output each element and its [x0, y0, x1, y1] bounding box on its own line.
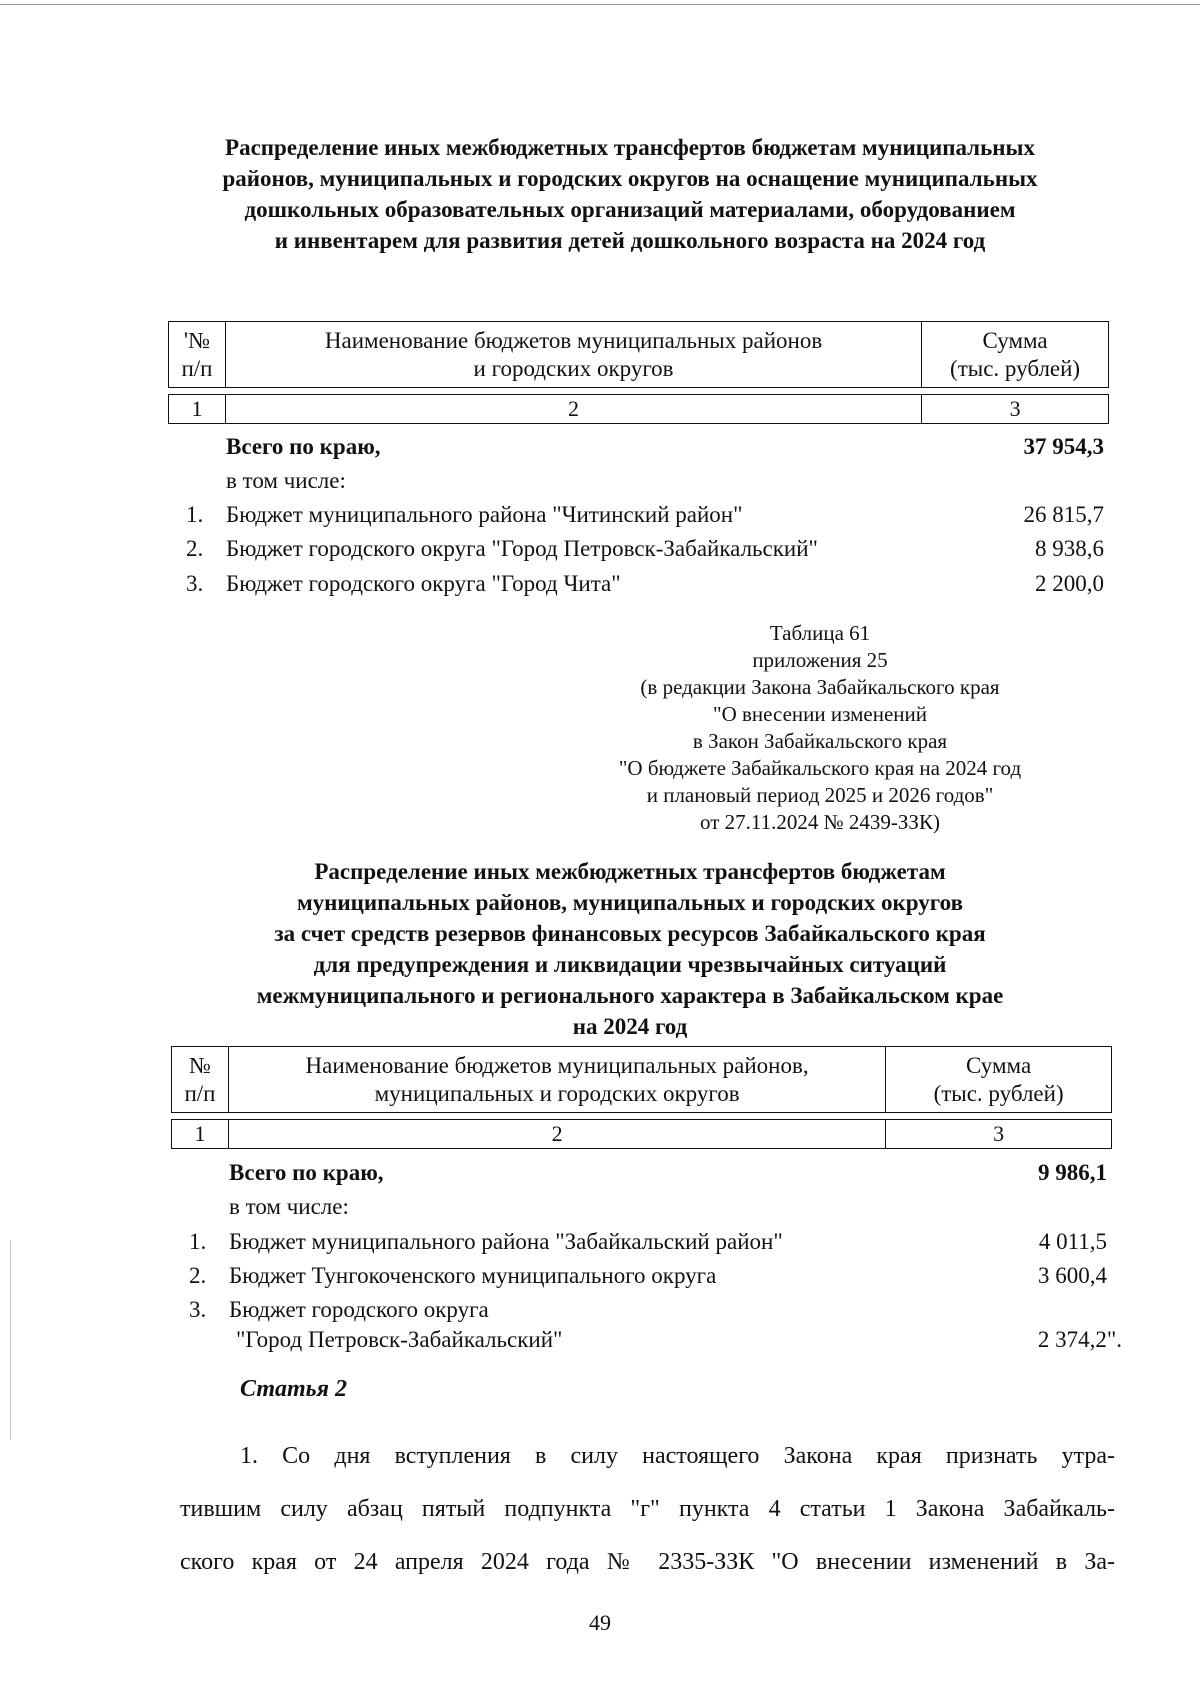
- para-line: тившим силу абзац пятый подпункта "г" пункта 4 статьи 1 Закона Забайкаль-: [180, 1496, 1115, 1522]
- table61-index-row: [171, 1119, 1112, 1149]
- index-cell: 2: [228, 1120, 885, 1149]
- header-cell-sum: [922, 322, 1109, 388]
- index-cell: 1: [169, 395, 226, 424]
- total-label: Всего по краю,: [229, 1160, 384, 1185]
- title-line: за счет средств резервов финансовых ресурсов Забайкальского края: [274, 921, 986, 946]
- row-value: 8 938,6: [1035, 536, 1104, 561]
- note-line: "О внесении изменений: [713, 702, 927, 726]
- index-cell: 3: [886, 1120, 1112, 1149]
- note-line: "О бюджете Забайкальского края на 2024 год: [618, 756, 1022, 780]
- row-name: Бюджет городского округа "Город Петровск-Забайкальский": [226, 536, 818, 561]
- title-line: и инвентарем для развития детей дошкольного возраста на 2024 год: [274, 228, 986, 253]
- note-line: и плановый период 2025 и 2026 годов": [646, 783, 994, 807]
- row-value: 2 200,0: [1035, 571, 1104, 596]
- para-line: ского края от 24 апреля 2024 года № 2335-ЗЗК "О внесении изменений в За-: [180, 1549, 1115, 1575]
- note-line: от 27.11.2024 № 2439-ЗЗК): [700, 810, 940, 834]
- table60-title: [140, 132, 1120, 256]
- header-cell-num: [172, 1047, 229, 1113]
- row-number: 3.: [186, 571, 204, 596]
- article-heading: Статья 2: [240, 1376, 348, 1402]
- row-name: Бюджет муниципального района "Забайкальский район": [229, 1229, 783, 1254]
- title-line: дошкольных образовательных организаций материалами, оборудованием: [244, 197, 1016, 222]
- title-line: Распределение иных межбюджетных трансфертов бюджетам муниципальных: [225, 135, 1035, 160]
- index-cell: 2: [225, 395, 921, 424]
- row-name: Бюджет городского округа: [229, 1297, 489, 1322]
- table61-title: [140, 856, 1120, 1042]
- header-text: Наименование бюджетов муниципальных районов: [324, 327, 823, 353]
- header-text: п/п: [184, 1080, 216, 1106]
- header-text: (тыс. рублей): [933, 1080, 1064, 1106]
- note-line: приложения 25: [752, 648, 888, 672]
- row-number: 1.: [186, 502, 204, 527]
- title-line: для предупреждения и ликвидации чрезвычайных ситуаций: [313, 952, 947, 977]
- table60-index-row: [168, 394, 1109, 424]
- title-line: районов, муниципальных и городских округов на оснащение муниципальных: [222, 166, 1038, 191]
- table60-header: [168, 321, 1109, 388]
- title-line: муниципальных районов, муниципальных и городских округов: [296, 890, 963, 915]
- header-cell-name: [228, 1047, 885, 1113]
- row-number: 2.: [189, 1263, 207, 1288]
- header-text: №: [188, 1052, 211, 1078]
- header-text: и городских округов: [473, 355, 674, 381]
- header-cell-num: [169, 322, 226, 388]
- page-edge: [0, 4, 1200, 5]
- header-cell-name: [225, 322, 921, 388]
- header-text: Наименование бюджетов муниципальных районов,: [305, 1052, 809, 1078]
- note-line: в Закон Забайкальского края: [692, 729, 948, 753]
- row-name-cont: "Город Петровск-Забайкальский": [236, 1327, 563, 1352]
- index-cell: 1: [172, 1120, 229, 1149]
- row-value: 2 374,2".: [1037, 1327, 1122, 1352]
- total-label: Всего по краю,: [226, 434, 381, 459]
- total-value: 9 986,1: [1038, 1160, 1107, 1185]
- header-text: п/п: [181, 355, 213, 381]
- row-name: Бюджет городского округа "Город Чита": [226, 571, 621, 596]
- header-text: (тыс. рублей): [950, 355, 1081, 381]
- row-number: 1.: [189, 1229, 207, 1254]
- title-line: на 2024 год: [572, 1014, 688, 1039]
- article-paragraph: [180, 1430, 1115, 1589]
- table61-note: [560, 620, 1080, 836]
- row-number: 2.: [186, 536, 204, 561]
- total-value: 37 954,3: [1023, 434, 1104, 459]
- header-text: муниципальных и городских округов: [374, 1080, 740, 1106]
- header-text: Сумма: [982, 327, 1048, 353]
- header-text: Сумма: [966, 1052, 1032, 1078]
- header-text: '№: [183, 327, 211, 353]
- para-line: 1. Со дня вступления в силу настоящего Закона края признать утра-: [240, 1443, 1115, 1469]
- header-cell-sum: [886, 1047, 1112, 1113]
- row-name: Бюджет муниципального района "Читинский район": [226, 502, 743, 527]
- row-value: 26 815,7: [1023, 502, 1104, 527]
- title-line: Распределение иных межбюджетных трансфертов бюджетам: [314, 859, 946, 884]
- including-label: в том числе:: [229, 1194, 349, 1219]
- note-line: (в редакции Закона Забайкальского края: [640, 675, 1000, 699]
- row-value: 4 011,5: [1038, 1229, 1107, 1254]
- row-name: Бюджет Тунгокоченского муниципального округа: [229, 1263, 717, 1288]
- title-line: межмуниципального и регионального характера в Забайкальском крае: [256, 983, 1004, 1008]
- table61-header: [171, 1046, 1112, 1113]
- row-number: 3.: [189, 1297, 207, 1322]
- index-cell: 3: [922, 395, 1109, 424]
- including-label: в том числе:: [226, 468, 346, 493]
- row-value: 3 600,4: [1038, 1263, 1107, 1288]
- page-number: 49: [589, 1610, 611, 1635]
- note-line: Таблица 61: [769, 621, 871, 645]
- page-edge-left: [10, 1240, 11, 1440]
